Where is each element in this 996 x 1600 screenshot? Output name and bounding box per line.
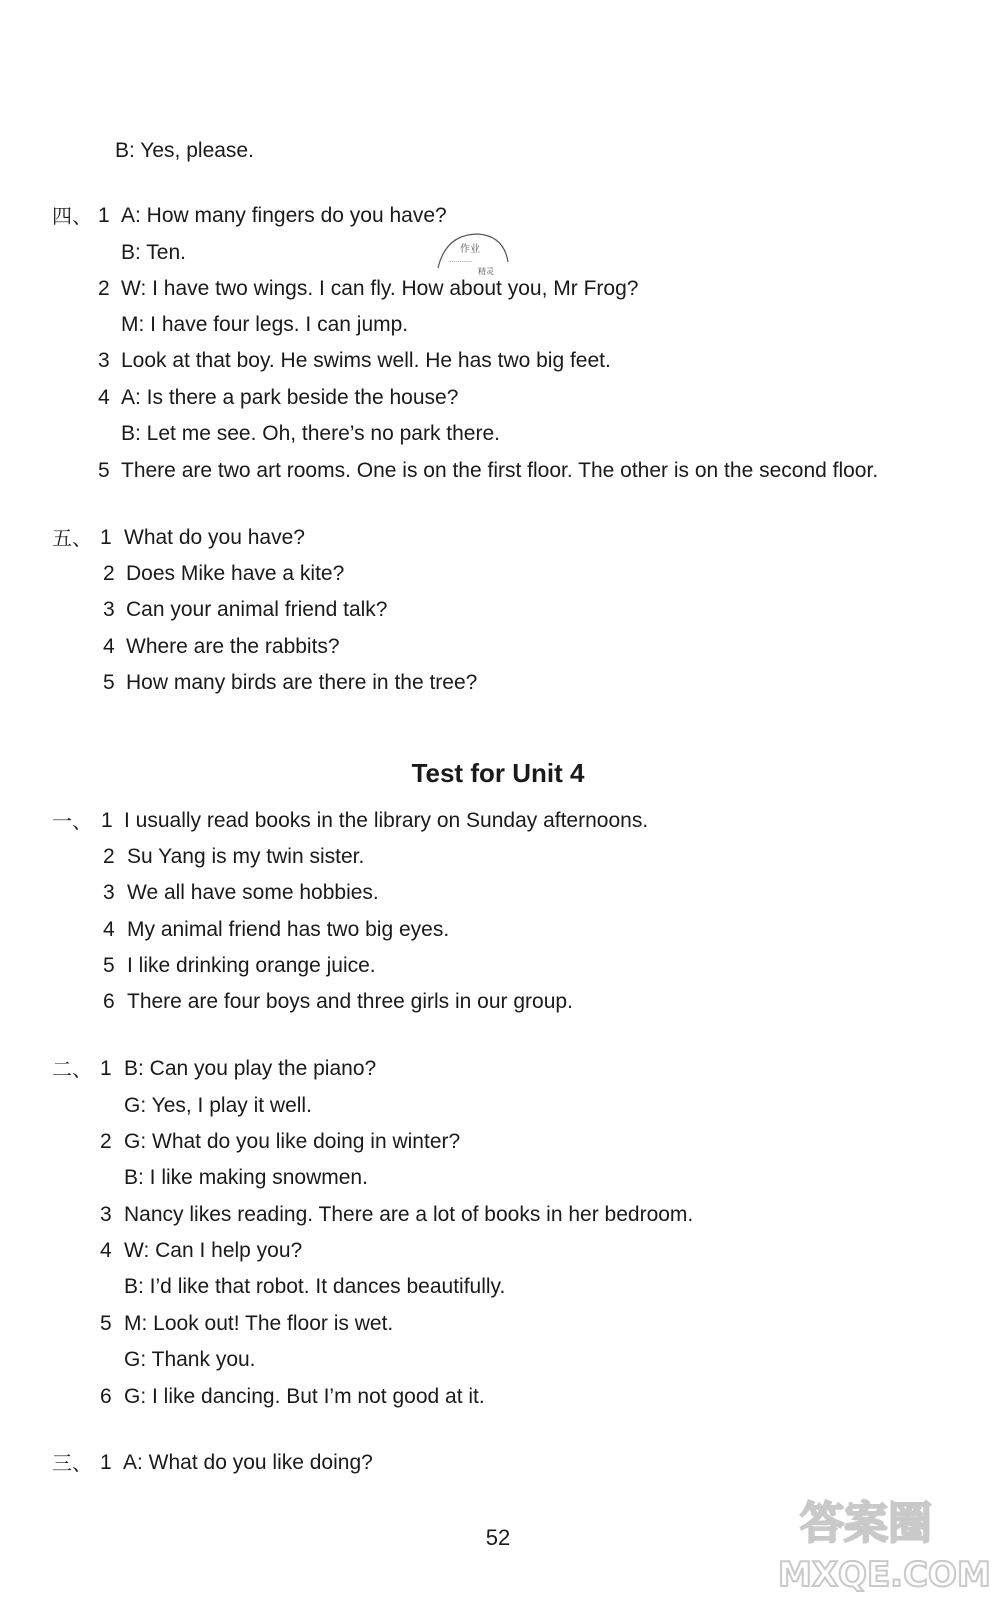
line-text: Where are the rabbits? — [126, 635, 340, 658]
section-marker: 三、 — [52, 1451, 92, 1475]
line-text: My animal friend has two big eyes. — [127, 918, 450, 941]
line-text: We all have some hobbies. — [127, 881, 379, 904]
line-text: A: How many fingers do you have? — [121, 204, 447, 227]
line-text: M: I have four legs. I can jump. — [121, 313, 409, 336]
line-text: Nancy likes reading. There are a lot of books in her bedroom. — [124, 1203, 694, 1226]
line-text: A: Is there a park beside the house? — [121, 386, 459, 409]
line-text: B: Can you play the piano? — [124, 1057, 377, 1080]
line-text: A: What do you like doing? — [123, 1451, 373, 1474]
line-text: There are two art rooms. One is on the first floor. The other is on the second floor. — [121, 459, 879, 482]
item-number: 2 — [103, 562, 115, 585]
svg-text:MXQE.COM: MXQE.COM — [778, 1555, 991, 1595]
item-number: 2 — [98, 277, 110, 300]
item-number: 6 — [103, 990, 115, 1013]
item-number: 1 — [100, 1451, 112, 1474]
item-number: 2 — [100, 1130, 112, 1153]
page-number: 52 — [485, 1525, 511, 1550]
line-text: B: Yes, please. — [115, 139, 254, 162]
svg-text:精灵: 精灵 — [478, 267, 494, 276]
section-marker: 五、 — [52, 526, 92, 550]
stamp-icon — [432, 228, 514, 284]
line-text: W: Can I help you? — [124, 1239, 303, 1262]
item-number: 5 — [100, 1312, 112, 1335]
item-number: 3 — [103, 881, 115, 904]
item-number: 2 — [103, 845, 115, 868]
item-number: 5 — [98, 459, 110, 482]
section-marker: 四、 — [52, 204, 92, 228]
section-heading: Test for Unit 4 — [411, 758, 585, 788]
line-text: Does Mike have a kite? — [126, 562, 345, 585]
svg-text:·············: ············· — [448, 259, 473, 266]
item-number: 4 — [98, 386, 110, 409]
line-text: What do you have? — [124, 526, 305, 549]
item-number: 4 — [103, 918, 115, 941]
line-text: There are four boys and three girls in our group. — [127, 990, 573, 1013]
line-text: I like drinking orange juice. — [127, 954, 376, 977]
svg-text:作业: 作业 — [460, 244, 480, 255]
line-text: B: I’d like that robot. It dances beautifully. — [124, 1275, 506, 1298]
line-text: B: Let me see. Oh, there’s no park there. — [121, 422, 500, 445]
item-number: 1 — [100, 526, 112, 549]
item-number: 4 — [100, 1239, 112, 1262]
line-text: Can your animal friend talk? — [126, 598, 388, 621]
section-marker: 二、 — [52, 1057, 92, 1081]
line-text: M: Look out! The floor is wet. — [124, 1312, 394, 1335]
item-number: 4 — [103, 635, 115, 658]
item-number: 5 — [103, 954, 115, 977]
item-number: 6 — [100, 1385, 112, 1408]
line-text: I usually read books in the library on Sunday afternoons. — [124, 809, 649, 832]
line-text: B: Ten. — [121, 241, 186, 264]
watermark-logo — [772, 1486, 992, 1596]
line-text: How many birds are there in the tree? — [126, 671, 478, 694]
section-marker: 一、 — [52, 809, 92, 833]
line-text: G: I like dancing. But I’m not good at it. — [124, 1385, 485, 1408]
item-number: 3 — [98, 349, 110, 372]
line-text: Su Yang is my twin sister. — [127, 845, 365, 868]
item-number: 3 — [103, 598, 115, 621]
svg-text:答案圈: 答案圈 — [800, 1498, 932, 1549]
item-number: 1 — [98, 204, 110, 227]
line-text: G: What do you like doing in winter? — [124, 1130, 461, 1153]
line-text: G: Yes, I play it well. — [124, 1094, 312, 1117]
line-text: G: Thank you. — [124, 1348, 256, 1371]
item-number: 1 — [101, 809, 113, 832]
item-number: 5 — [103, 671, 115, 694]
item-number: 1 — [100, 1057, 112, 1080]
line-text: Look at that boy. He swims well. He has two big feet. — [121, 349, 611, 372]
line-text: W: I have two wings. I can fly. How about you, Mr Frog? — [121, 277, 639, 300]
item-number: 3 — [100, 1203, 112, 1226]
line-text: B: I like making snowmen. — [124, 1166, 368, 1189]
